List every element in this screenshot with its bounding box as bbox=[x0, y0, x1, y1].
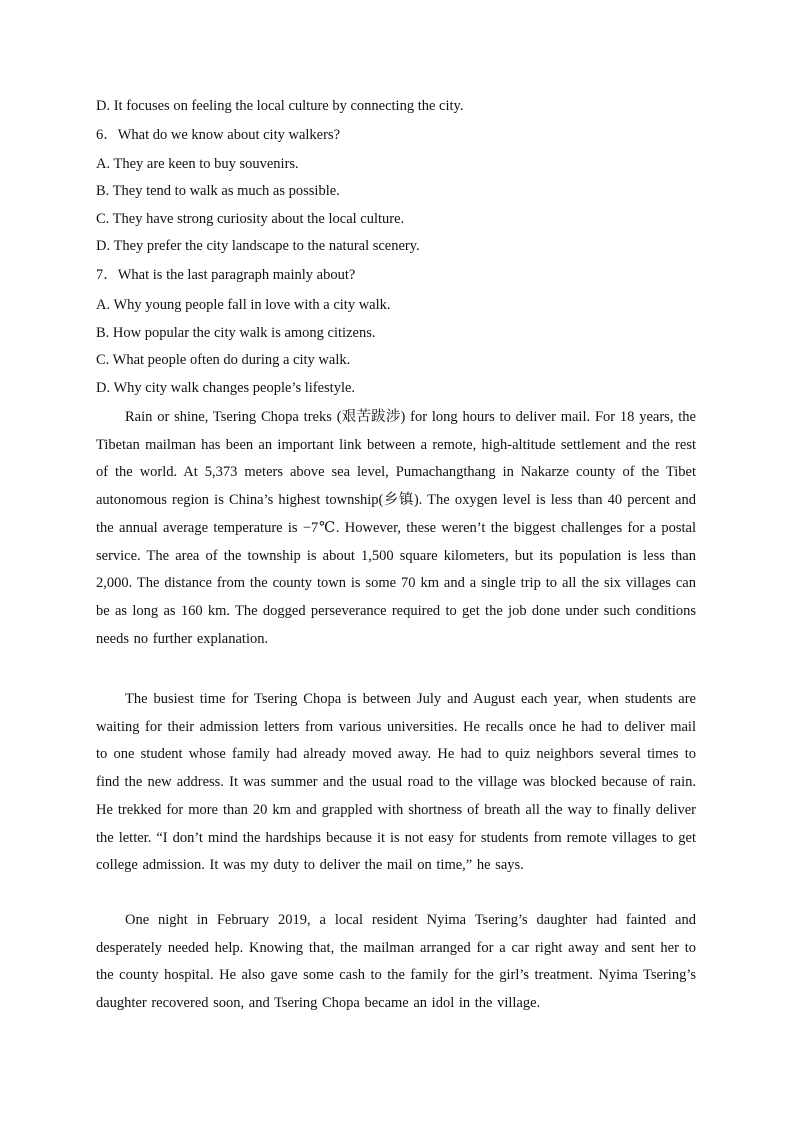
q7-option-c: C. What people often do during a city walk. bbox=[96, 352, 351, 368]
q6-option-b: B. They tend to walk as much as possible. bbox=[96, 183, 340, 199]
q7-option-d: D. Why city walk changes people’s lifestyle. bbox=[96, 380, 356, 396]
q7-question: 7．What is the last paragraph mainly about? bbox=[96, 267, 356, 283]
q5-option-d: D. It focuses on feeling the local culture by connecting the city. bbox=[96, 98, 464, 114]
q6-question: 6．What do we know about city walkers? bbox=[96, 127, 341, 143]
passage-paragraph-2: The busiest time for Tsering Chopa is between July and August each year, when students are waiting for their admission letters from various universities. He recalls once he had to deliver mail to one student whose family had already moved away. He had to quiz neighbors several times to find the new address. It was summer and the usual road to the village was blocked because of rain. He trekked for more than 20 km and grappled with shortness of breath all the way to finally deliver the letter. “I don’t mind the hardships because it is not easy for students from remote villages to get college admission. It was my duty to deliver the mail on time,” he says. bbox=[96, 691, 696, 874]
q6-option-c: C. They have strong curiosity about the local culture. bbox=[96, 211, 405, 227]
q7-option-a: A. Why young people fall in love with a city walk. bbox=[96, 297, 391, 313]
q6-option-a: A. They are keen to buy souvenirs. bbox=[96, 156, 299, 172]
passage-paragraph-3: One night in February 2019, a local resident Nyima Tsering’s daughter had fainted and desperately needed help. Knowing that, the mailman arranged for a car right away and sent her to the county hospital. He also gave some cash to the family for the girl’s treatment. Nyima Tsering’s daughter recovered soon, and Tsering Chopa became an idol in the village. bbox=[96, 912, 696, 1012]
passage-paragraph-1: Rain or shine, Tsering Chopa treks (艰苦跋涉) for long hours to deliver mail. For 18 years, the Tibetan mailman has been an important link between a remote, high-altitude settlement and the rest of the world. At 5,373 meters above sea level, Pumachangthang in Nakarze county of the Tibet autonomous region is China’s highest township(乡镇). The oxygen level is less than 40 percent and the annual average temperature is −7℃. However, these weren’t the biggest challenges for a postal service. The area of the township is about 1,500 square kilometers, but its population is less than 2,000. The distance from the county town is some 70 km and a single trip to all the six villages can be as long as 160 km. The dogged perseverance required to get the job done under such conditions needs no further explanation. bbox=[96, 409, 696, 647]
q6-option-d: D. They prefer the city landscape to the natural scenery. bbox=[96, 238, 420, 254]
q7-option-b: B. How popular the city walk is among citizens. bbox=[96, 325, 376, 341]
